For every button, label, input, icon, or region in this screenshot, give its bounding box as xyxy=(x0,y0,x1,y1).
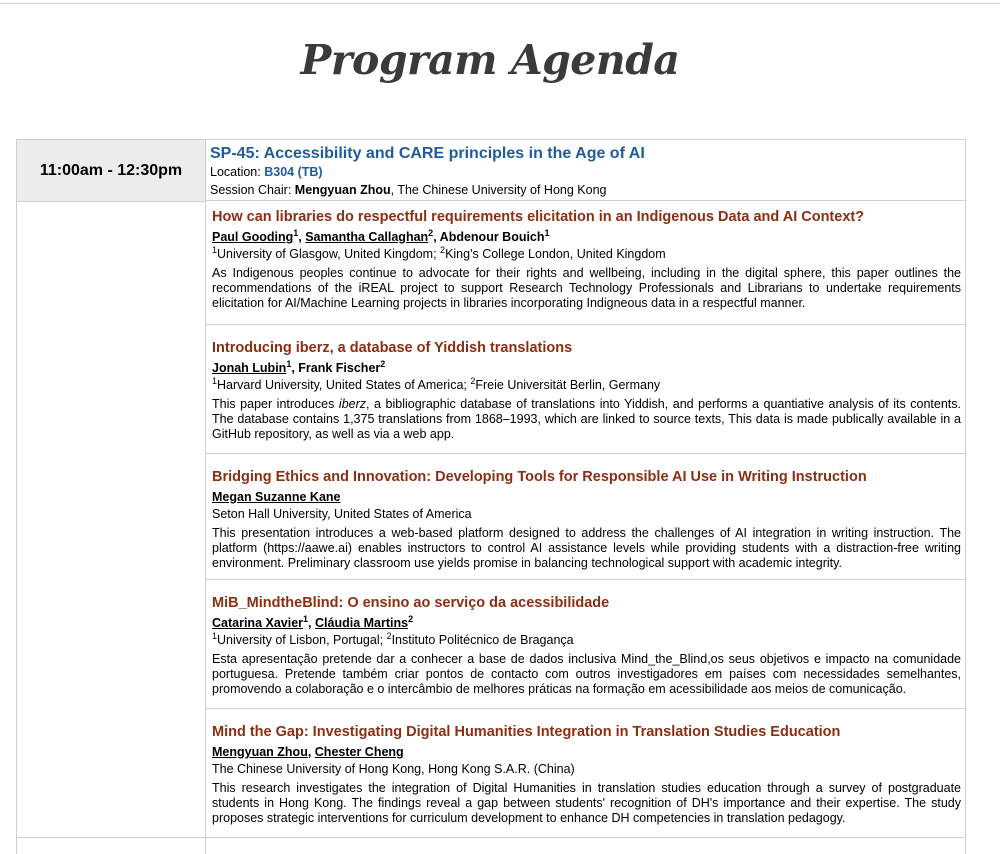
abstract-emphasis: iberz xyxy=(338,397,367,411)
chair-name: Mengyuan Zhou xyxy=(294,183,391,197)
affil-text: Harvard University, United States of America; xyxy=(217,378,471,392)
location-link[interactable]: B304 (TB) xyxy=(264,165,323,179)
paper-abstract: As Indigenous peoples continue to advocate for their rights and wellbeing, including in the digital sphere, this paper outlines the recommendations of the iREAL project to support Research Technology Professionals and Librarians to undertake requirements elicitation for AI/Machine Learning projects in libraries incorporating Indigneous data in a respectful manner. xyxy=(212,266,961,310)
paper-title[interactable]: How can libraries do respectful requirements elicitation in an Indigenous Data and AI Context? xyxy=(212,209,865,225)
paper-affiliations xyxy=(212,506,961,522)
agenda-table xyxy=(16,139,966,854)
paper-authors: Catarina Xavier$^1$, Cláudia Martins$^2$ xyxy=(212,613,414,630)
session-title[interactable]: SP-45: Accessibility and CARE principles in the Age of AI xyxy=(210,145,645,162)
author-sup: 2 xyxy=(408,613,414,624)
affil-text: Freie Universität Berlin, Germany xyxy=(475,378,661,392)
paper-item xyxy=(206,325,965,454)
top-divider xyxy=(0,3,1000,4)
author-name: Frank Fischer xyxy=(298,361,381,375)
paper-item xyxy=(206,454,965,580)
author-sup: 1 xyxy=(303,613,309,624)
paper-abstract: Esta apresentação pretende dar a conhecer a base de dados inclusiva Mind_the_Blind,os seus objetivos e impacto na comunidade portuguesa. Pretende também criar pontos de contacto com outros investigadores em países com necessidades semelhantes, promovendo a colaboração e o intercâmbio de melhores práticas na formação em acessibilidade aos meios de comunicação. xyxy=(212,652,961,696)
paper-abstract: This presentation introduces a web-based platform designed to address the challenges of AI integration in writing instruction. The platform (https://aawe.ai) enables instructors to control AI assistance levels while providing students with a distraction-free writing environment. Preliminary classroom use yields promise in balancing technological support with academic integrity. xyxy=(212,526,961,570)
paper-abstract: This research investigates the integration of Digital Humanities in translation studies education through a survey of postgraduate students in Hong Kong. The findings reveal a gap between students' recognition of DH's importance and their expertise. The study proposes strategic interventions for curriculum development to enhance DH competencies in translation pedagogy. xyxy=(212,781,961,825)
time-column xyxy=(17,202,206,854)
paper-item xyxy=(206,709,965,837)
paper-title[interactable]: MiB_MindtheBlind: O ensino ao serviço da acessibilidade xyxy=(212,595,610,611)
location-label: Location: xyxy=(210,165,261,179)
paper-title[interactable]: Mind the Gap: Investigating Digital Humanities Integration in Translation Studies Education xyxy=(212,724,841,740)
author-sup: 1 xyxy=(293,227,299,238)
paper-affiliations xyxy=(212,246,961,262)
affil-text: University of Glasgow, United Kingdom; xyxy=(217,247,441,261)
affil-text: University of Lisbon, Portugal; xyxy=(217,633,387,647)
paper-affiliations xyxy=(212,632,961,648)
author-sup: 2 xyxy=(380,358,386,369)
author-link[interactable]: Megan Suzanne Kane xyxy=(212,490,341,504)
affil-sup: 2 xyxy=(386,630,392,641)
paper-list xyxy=(206,202,965,854)
author-link[interactable]: Samantha Callaghan xyxy=(305,230,429,244)
affil-sup: 2 xyxy=(440,244,446,255)
affil-text: Instituto Politécnico de Bragança xyxy=(391,633,574,647)
chair-label: Session Chair: xyxy=(210,183,292,197)
paper-authors: Mengyuan Zhou, Chester Cheng xyxy=(212,745,404,759)
paper-authors: Jonah Lubin$^1$, Frank Fischer$^2$ xyxy=(212,358,386,375)
paper-affiliations xyxy=(212,761,961,777)
paper-abstract xyxy=(212,397,961,442)
paper-authors xyxy=(212,489,961,505)
affil-text: The Chinese University of Hong Kong, Hong Kong S.A.R. (China) xyxy=(212,762,575,776)
paper-affiliations xyxy=(212,377,961,393)
affil-sup: 1 xyxy=(212,630,218,641)
author-link[interactable]: Cláudia Martins xyxy=(315,616,409,630)
abstract-text: , a bibliographic database of translations into Yiddish, and performs a quantiative analysis of its contents. The database contains 1,375 translations from 1868–1993, which are linked to source texts, This data is made publically available in a GitHub repository, as well as via a web app. xyxy=(212,397,961,441)
abstract-text: This paper introduces xyxy=(212,397,339,411)
author-sup: 1 xyxy=(544,227,550,238)
paper-title[interactable]: Bridging Ethics and Innovation: Developing Tools for Responsible AI Use in Writing Instruction xyxy=(212,469,867,485)
session-time: 11:00am - 12:30pm xyxy=(17,140,206,202)
author-link[interactable]: Mengyuan Zhou xyxy=(212,745,308,759)
author-link[interactable]: Jonah Lubin xyxy=(212,361,287,375)
paper-title[interactable]: Introducing iberz, a database of Yiddish translations xyxy=(212,340,573,356)
session-location xyxy=(210,163,965,181)
chair-affiliation: , The Chinese University of Hong Kong xyxy=(390,183,607,197)
page-title: Program Agenda xyxy=(300,36,680,84)
author-link[interactable]: Chester Cheng xyxy=(314,745,404,759)
author-link[interactable]: Paul Gooding xyxy=(212,230,294,244)
author-sup: 1 xyxy=(286,358,292,369)
affil-sup: 1 xyxy=(212,244,218,255)
paper-item xyxy=(206,580,965,709)
affil-sup: 1 xyxy=(212,375,218,386)
paper-authors: Paul Gooding$^1$, Samantha Callaghan$^2$, Abdenour Bouich$^1$ xyxy=(212,227,550,244)
affil-sup: 2 xyxy=(470,375,476,386)
affil-text: Seton Hall University, United States of America xyxy=(212,507,472,521)
session-chair xyxy=(210,181,965,199)
author-name: Abdenour Bouich xyxy=(439,230,545,244)
session-header xyxy=(206,140,965,201)
affil-text: King's College London, United Kingdom xyxy=(445,247,666,261)
author-sup: 2 xyxy=(428,227,434,238)
bottom-divider xyxy=(16,837,964,838)
author-link[interactable]: Catarina Xavier xyxy=(212,616,304,630)
paper-item xyxy=(206,202,965,325)
